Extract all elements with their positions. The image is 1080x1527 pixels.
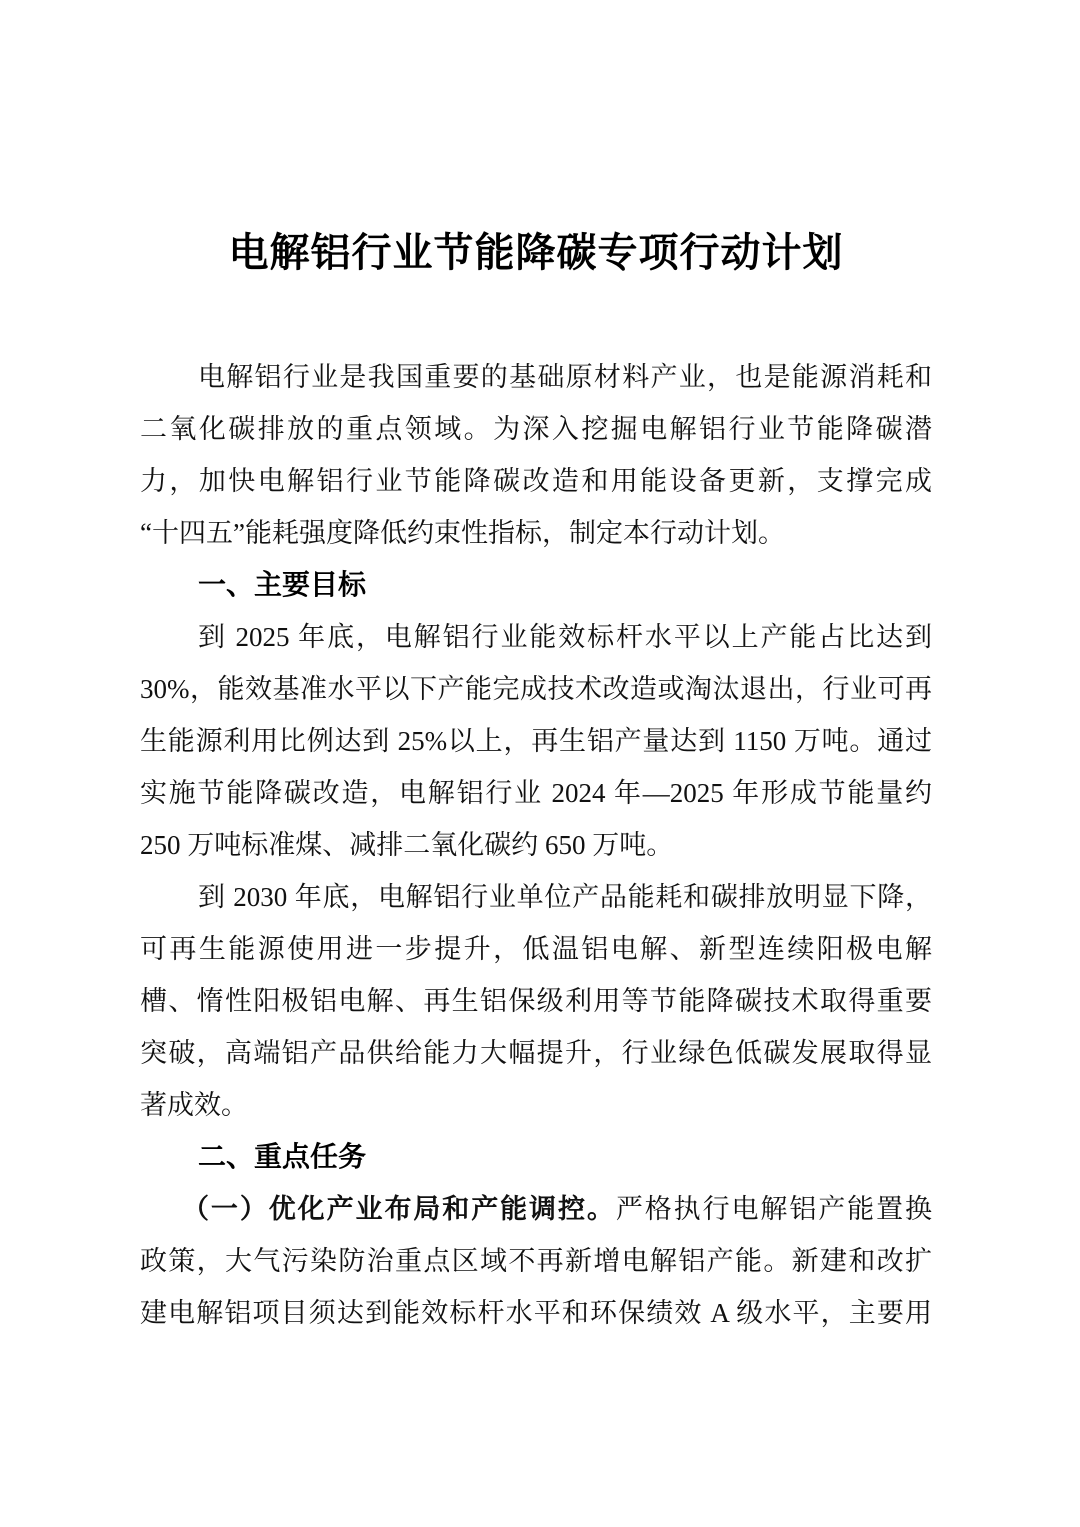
goals-2025-paragraph [140, 611, 932, 871]
goals-2030-paragraph [140, 871, 932, 1131]
text-line: 可再生能源使用进一步提升，低温铝电解、新型连续阳极电解 [140, 934, 932, 964]
task-one-paragraph [140, 1183, 932, 1339]
text-line: 建电解铝项目须达到能效标杆水平和环保绩效 A 级水平，主要用 [140, 1298, 932, 1328]
text-line: 政策，大气污染防治重点区域不再新增电解铝产能。新建和改扩 [140, 1246, 932, 1276]
task-one-lead-text: （一）优化产业布局和产能调控。 [182, 1194, 616, 1224]
text-line: 实施节能降碳改造，电解铝行业 2024 年—2025 年形成节能量约 [140, 778, 932, 808]
text-line: 力，加快电解铝行业节能降碳改造和用能设备更新，支撑完成 [140, 466, 932, 496]
text-line: 著成效。 [140, 1090, 248, 1120]
text-line: 30%，能效基准水平以下产能完成技术改造或淘汰退出，行业可再 [140, 674, 932, 704]
text-line: 突破，高端铝产品供给能力大幅提升，行业绿色低碳发展取得显 [140, 1038, 932, 1068]
document-body [140, 351, 932, 1339]
text-line: “十四五”能耗强度降低约束性指标，制定本行动计划。 [140, 518, 785, 548]
section-heading-key-tasks: 二、重点任务 [198, 1141, 367, 1172]
text-line: 生能源利用比例达到 25%以上，再生铝产量达到 1150 万吨。通过 [140, 726, 932, 756]
task-one-rest-text: 严格执行电解铝产能置换 [615, 1194, 932, 1224]
text-line: 250 万吨标准煤、减排二氧化碳约 650 万吨。 [140, 830, 674, 860]
section-heading-main-goals: 一、主要目标 [198, 569, 367, 600]
text-line: 二氧化碳排放的重点领域。为深入挖掘电解铝行业节能降碳潜 [140, 414, 932, 444]
document-title: 电解铝行业节能降碳专项行动计划 [228, 230, 844, 275]
intro-paragraph [140, 351, 932, 559]
text-line [140, 1183, 932, 1235]
text-line: 到 2030 年底，电解铝行业单位产品能耗和碳排放明显下降， [198, 882, 932, 912]
text-line: 槽、惰性阳极铝电解、再生铝保级利用等节能降碳技术取得重要 [140, 986, 932, 1016]
text-line: 电解铝行业是我国重要的基础原材料产业，也是能源消耗和 [198, 362, 932, 392]
text-line: 到 2025 年底，电解铝行业能效标杆水平以上产能占比达到 [198, 622, 932, 652]
